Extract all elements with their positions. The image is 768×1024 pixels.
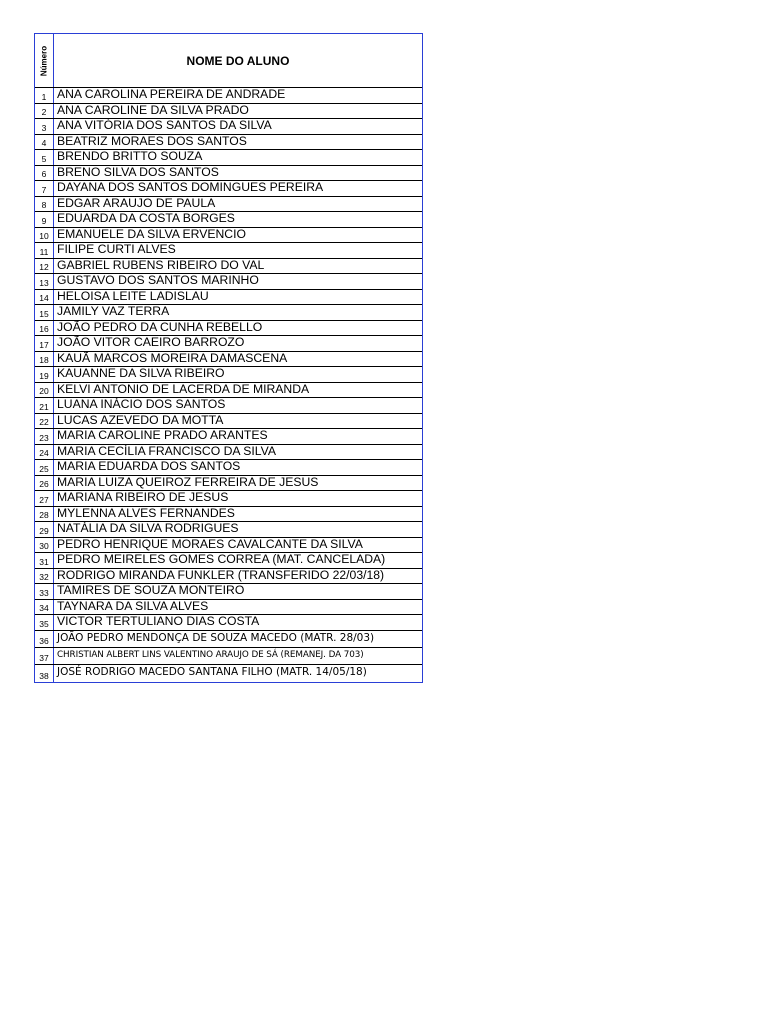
- table-row: [35, 135, 422, 151]
- table-row: [35, 305, 422, 321]
- student-name: BRENO SILVA DOS SANTOS: [57, 165, 219, 179]
- student-name: MYLENNA ALVES FERNANDES: [57, 506, 235, 520]
- table-row: [35, 538, 422, 554]
- row-number: 6: [35, 166, 54, 181]
- row-number: 8: [35, 197, 54, 212]
- table-row: [35, 553, 422, 569]
- student-name: EMANUELE DA SILVA ERVENCIO: [57, 227, 246, 241]
- row-number: 21: [35, 398, 54, 413]
- table-row: [35, 476, 422, 492]
- student-name: CHRISTIAN ALBERT LINS VALENTINO ARAUJO DE SÁ (REMANEJ. DA 703): [57, 649, 364, 660]
- row-number: 3: [35, 119, 54, 134]
- table-row: [35, 166, 422, 182]
- student-name: JOSÉ RODRIGO MACEDO SANTANA FILHO (MATR. 14/05/18): [57, 665, 367, 678]
- row-number: 38: [35, 665, 54, 682]
- table-row: [35, 150, 422, 166]
- row-number: 17: [35, 336, 54, 351]
- row-number: 5: [35, 150, 54, 165]
- row-number: 35: [35, 615, 54, 630]
- student-name: GUSTAVO DOS SANTOS MARINHO: [57, 274, 259, 287]
- student-name: LUANA INÁCIO DOS SANTOS: [57, 398, 226, 411]
- student-name: RODRIGO MIRANDA FUNKLER (TRANSFERIDO 22/03/18): [57, 568, 385, 582]
- student-name: ANA VITÓRIA DOS SANTOS DA SILVA: [57, 119, 272, 132]
- row-number: 26: [35, 476, 54, 491]
- student-roster-table: [34, 33, 423, 683]
- row-number: 14: [35, 290, 54, 305]
- table-row: [35, 119, 422, 135]
- row-number: 25: [35, 460, 54, 475]
- table-row: [35, 460, 422, 476]
- student-name: TAMIRES DE SOUZA MONTEIRO: [57, 584, 245, 597]
- row-number: 19: [35, 367, 54, 382]
- table-row: [35, 569, 422, 585]
- table-row: [35, 522, 422, 538]
- row-number: 34: [35, 600, 54, 615]
- student-name: BEATRIZ MORAES DOS SANTOS: [57, 134, 247, 148]
- student-name: PEDRO MEIRELES GOMES CORREA (MAT. CANCELADA): [57, 553, 386, 566]
- student-name: DAYANA DOS SANTOS DOMINGUES PEREIRA: [57, 181, 324, 194]
- row-number: 32: [35, 569, 54, 584]
- row-number: 12: [35, 259, 54, 274]
- row-number: 37: [35, 648, 54, 664]
- student-name: HELOISA LEITE LADISLAU: [57, 289, 209, 303]
- table-row: [35, 584, 422, 600]
- row-number: 28: [35, 507, 54, 522]
- table-row: [35, 491, 422, 507]
- table-row: [35, 197, 422, 213]
- name-column-header: NOME DO ALUNO: [186, 53, 290, 68]
- table-row: [35, 507, 422, 523]
- student-name: ANA CAROLINA PEREIRA DE ANDRADE: [57, 88, 286, 101]
- number-column-header: [35, 34, 54, 87]
- student-name: KAUÃ MARCOS MOREIRA DAMASCENA: [57, 351, 288, 365]
- row-number: 31: [35, 553, 54, 568]
- student-name: BRENDO BRITTO SOUZA: [57, 150, 203, 163]
- student-name: EDGAR ARAUJO DE PAULA: [57, 196, 216, 210]
- table-row: [35, 367, 422, 383]
- row-number: 29: [35, 522, 54, 537]
- student-name: MARIA EDUARDA DOS SANTOS: [57, 460, 241, 473]
- row-number: 2: [35, 104, 54, 119]
- table-row: [35, 352, 422, 368]
- table-row: [35, 290, 422, 306]
- row-number: 1: [35, 88, 54, 103]
- row-number: 10: [35, 228, 54, 243]
- student-name: VICTOR TERTULIANO DIAS COSTA: [57, 615, 260, 628]
- row-number: 9: [35, 212, 54, 227]
- number-column-header-label: Número: [39, 45, 49, 76]
- row-number: 24: [35, 445, 54, 460]
- table-row: [35, 228, 422, 244]
- student-name: GABRIEL RUBENS RIBEIRO DO VAL: [57, 258, 265, 272]
- row-number: 7: [35, 181, 54, 196]
- student-name: ANA CAROLINE DA SILVA PRADO: [57, 103, 249, 117]
- table-row: [35, 321, 422, 337]
- row-number: 16: [35, 321, 54, 336]
- student-name: KAUANNE DA SILVA RIBEIRO: [57, 367, 225, 380]
- table-row: [35, 631, 422, 648]
- table-row: [35, 104, 422, 120]
- row-number: 20: [35, 383, 54, 398]
- student-name: LUCAS AZEVEDO DA MOTTA: [57, 413, 224, 427]
- student-name: FILIPE CURTI ALVES: [57, 243, 176, 256]
- table-row: [35, 259, 422, 275]
- student-name: NATÁLIA DA SILVA RODRIGUES: [57, 522, 239, 535]
- table-row: [35, 600, 422, 616]
- row-number: 23: [35, 429, 54, 444]
- table-header-row: [35, 34, 422, 88]
- student-name: MARIA LUIZA QUEIROZ FERREIRA DE JESUS: [57, 475, 319, 489]
- table-row: [35, 648, 422, 665]
- table-row: [35, 414, 422, 430]
- student-name: EDUARDA DA COSTA BORGES: [57, 212, 235, 225]
- student-name: MARIA CAROLINE PRADO ARANTES: [57, 429, 268, 442]
- row-number: 15: [35, 305, 54, 320]
- table-row: [35, 88, 422, 104]
- row-number: 22: [35, 414, 54, 429]
- student-name: KELVI ANTONIO DE LACERDA DE MIRANDA: [57, 382, 310, 396]
- student-name: MARIA CECÍLIA FRANCISCO DA SILVA: [57, 444, 276, 458]
- table-row: [35, 615, 422, 631]
- table-row: [35, 274, 422, 290]
- student-name: JOÃO VITOR CAEIRO BARROZO: [57, 336, 245, 349]
- student-name: JOÃO PEDRO MENDONÇA DE SOUZA MACEDO (MATR. 28/03): [57, 631, 375, 644]
- table-row: [35, 336, 422, 352]
- row-number: 36: [35, 631, 54, 647]
- row-number: 4: [35, 135, 54, 150]
- table-row: [35, 383, 422, 399]
- row-number: 18: [35, 352, 54, 367]
- student-name: JOÃO PEDRO DA CUNHA REBELLO: [57, 320, 263, 334]
- table-row: [35, 181, 422, 197]
- row-number: 33: [35, 584, 54, 599]
- table-row: [35, 243, 422, 259]
- table-row: [35, 665, 422, 682]
- student-name: PEDRO HENRIQUE MORAES CAVALCANTE DA SILVA: [57, 537, 363, 551]
- row-number: 30: [35, 538, 54, 553]
- student-name: JAMILY VAZ TERRA: [57, 305, 170, 318]
- table-row: [35, 445, 422, 461]
- row-number: 11: [35, 243, 54, 258]
- student-name: MARIANA RIBEIRO DE JESUS: [57, 491, 229, 504]
- table-row: [35, 398, 422, 414]
- table-row: [35, 212, 422, 228]
- row-number: 27: [35, 491, 54, 506]
- row-number: 13: [35, 274, 54, 289]
- student-name: TAYNARA DA SILVA ALVES: [57, 599, 209, 613]
- table-row: [35, 429, 422, 445]
- table-body: [35, 88, 422, 682]
